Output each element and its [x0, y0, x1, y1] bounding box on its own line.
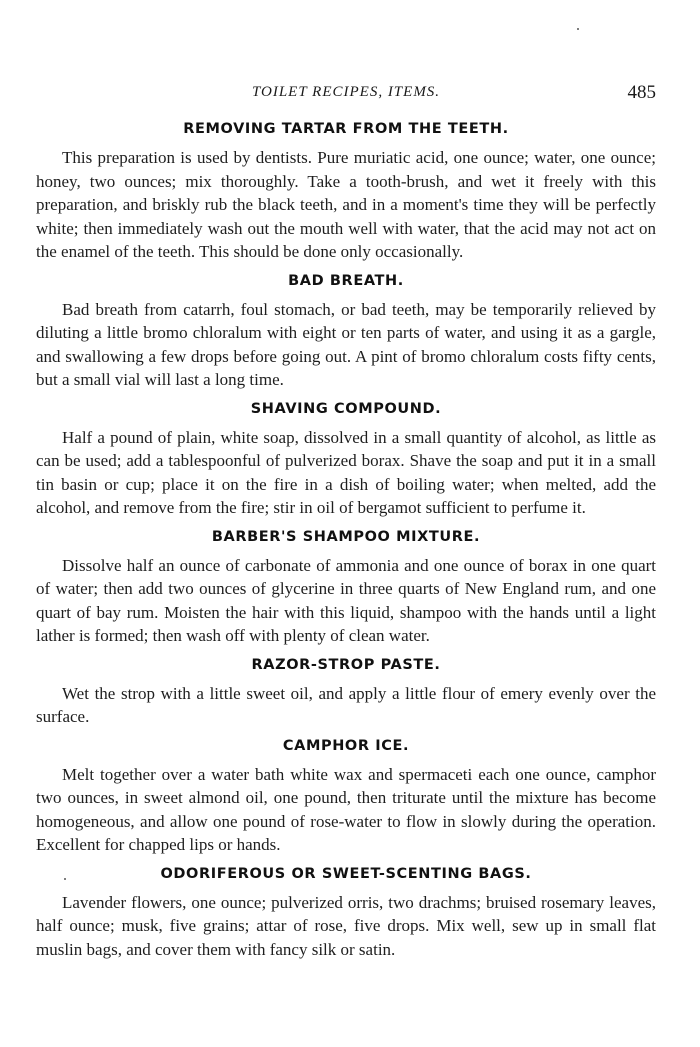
section-shaving-compound [36, 398, 656, 520]
section-heading: REMOVING TARTAR FROM THE TEETH. [183, 121, 509, 137]
running-head [36, 84, 656, 108]
section-heading: BAD BREATH. [288, 272, 404, 289]
section-scenting-bags [36, 863, 656, 962]
section-heading: BARBER'S SHAMPOO MIXTURE. [211, 528, 481, 545]
section-heading: ODORIFEROUS OR SWEET-SCENTING BAGS. [160, 865, 532, 882]
section-body: Wet the strop with a little sweet oil, and apply a little flour of emery evenly over the surface. [36, 683, 656, 726]
print-speck [577, 28, 579, 30]
section-barbers-shampoo [36, 526, 656, 648]
section-body: Lavender flowers, one ounce; pulverized orris, two drachms; bruised rosemary leaves, half ounce; musk, five grains; attar of rose, five drops. Mix well, sew up in small flat muslin bags, and cover them with fancy silk or satin. [36, 892, 656, 959]
running-title: TOILET RECIPES, ITEMS. [251, 84, 441, 100]
section-body: Half a pound of plain, white soap, dissolved in a small quantity of alcohol, as little as can be used; add a tablespoonful of pulverized borax. Shave the soap and put it in a small tin basin or cup; place it on the fire in a dish of boiling water; when melted, add the alcohol, and remove from the fire; stir in oil of bergamot sufficient to perfume it. [36, 427, 656, 517]
section-camphor-ice [36, 735, 656, 857]
section-heading: RAZOR-STROP PASTE. [251, 656, 441, 673]
section-body: Melt together over a water bath white wax and spermaceti each one ounce, camphor two ounces, in sweet almond oil, one pound, then triturate until the mixture has become homogeneous, and allow one pound of rose-water to flow in slowly during the operation. Excellent for chapped lips or hands. [36, 764, 656, 854]
page-number: 485 [627, 82, 656, 103]
section-body: Dissolve half an ounce of carbonate of ammonia and one ounce of borax in one quart of water; then add two ounces of glycerine in three quarts of New England rum, and one quart of bay rum. Moisten the hair with this liquid, shampoo with the hands until a light lather is formed; then wash off with plenty of clean water. [36, 555, 656, 645]
section-bad-breath [36, 270, 656, 392]
section-body: Bad breath from catarrh, foul stomach, or bad teeth, may be temporarily relieved by diluting a little bromo chloralum with eight or ten parts of water, and using it as a gargle, and swallowing a few drops before going out. A pint of bromo chloralum costs fifty cents, but a small vial will last a long time. [36, 299, 656, 389]
page-content [36, 118, 656, 967]
section-heading: CAMPHOR ICE. [282, 737, 410, 754]
section-heading: SHAVING COMPOUND. [250, 400, 442, 417]
section-removing-tartar [36, 118, 656, 264]
section-razor-strop-paste [36, 654, 656, 729]
section-body: This preparation is used by dentists. Pure muriatic acid, one ounce; water, one ounce; honey, two ounces; mix thoroughly. Take a tooth-brush, and wet it freely with this preparation, and briskly rub the black teeth, and in a moment's time they will be perfectly white; then immediately wash out the mouth well with water, that the acid may not act on the enamel of the teeth. This should be done only occasionally. [36, 148, 656, 261]
